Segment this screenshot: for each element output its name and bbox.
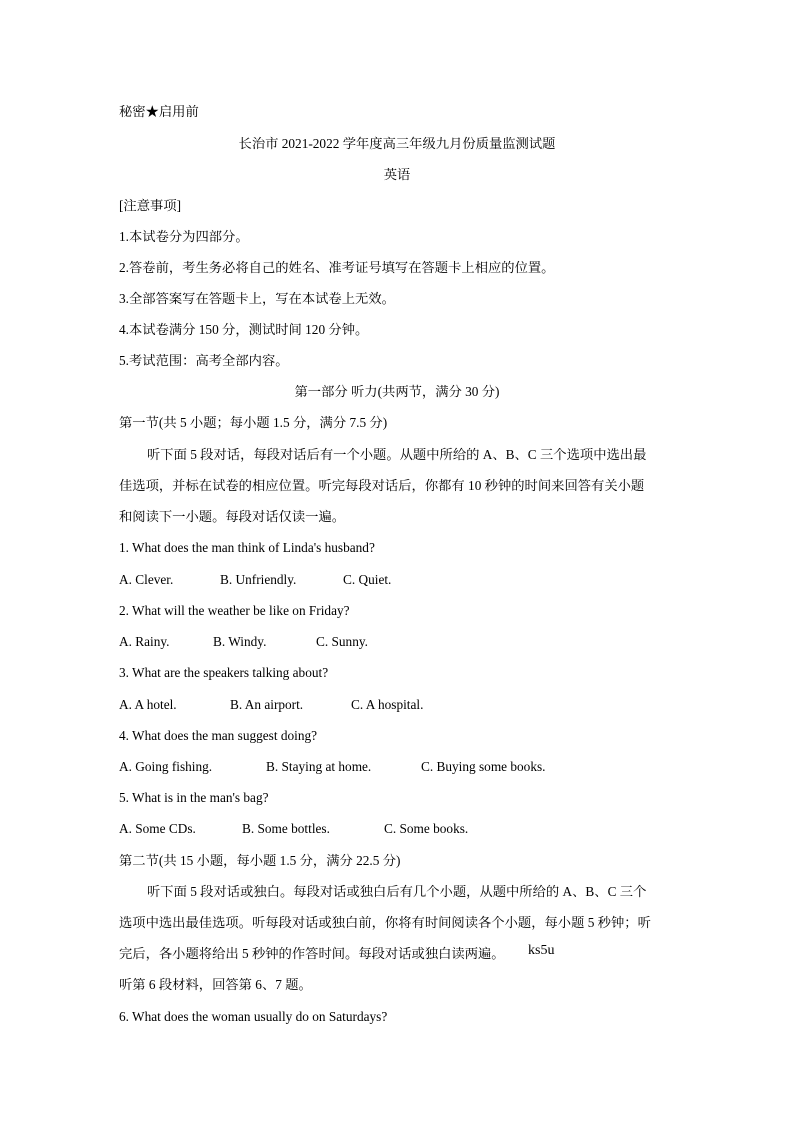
note-item: 4.本试卷满分 150 分，测试时间 120 分钟。	[119, 322, 369, 337]
section1-heading: 第一节(共 5 小题；每小题 1.5 分，满分 7.5 分)	[119, 415, 388, 430]
note-item: 5.考试范围：高考全部内容。	[119, 353, 289, 368]
option-c: C. Quiet.	[343, 572, 392, 587]
option-b: B. Unfriendly.	[220, 572, 297, 587]
question-4-options	[119, 758, 545, 776]
question-4: 4. What does the man suggest doing?	[119, 728, 318, 743]
question-6: 6. What does the woman usually do on Saturdays?	[119, 1009, 388, 1024]
note-item: 3.全部答案写在答题卡上，写在本试卷上无效。	[119, 291, 395, 306]
option-b: B. An airport.	[230, 697, 304, 712]
question-3-options	[119, 696, 423, 714]
option-b: B. Windy.	[213, 634, 267, 649]
watermark-text: ks5u	[528, 943, 555, 958]
section1-instruction: 佳选项，并标在试卷的相应位置。听完每段对话后，你都有 10 秒钟的时间来回答有关小题	[119, 478, 645, 493]
option-c: C. Some books.	[384, 821, 469, 836]
note-item: 2.答卷前，考生务必将自己的姓名、准考证号填写在答题卡上相应的位置。	[119, 260, 555, 275]
subject-title: 英语	[383, 167, 411, 182]
question-5-options	[119, 820, 468, 838]
option-c: C. Buying some books.	[421, 759, 546, 774]
question-5: 5. What is in the man's bag?	[119, 790, 269, 805]
section2-heading: 第二节(共 15 小题，每小题 1.5 分，满分 22.5 分)	[119, 853, 401, 868]
question-2: 2. What will the weather be like on Friday?	[119, 603, 350, 618]
option-a: A. Some CDs.	[119, 821, 196, 836]
option-b: B. Staying at home.	[266, 759, 372, 774]
option-b: B. Some bottles.	[242, 821, 330, 836]
confidential-label: 秘密★启用前	[119, 104, 199, 119]
material-instruction: 听第 6 段材料，回答第 6、7 题。	[119, 977, 312, 992]
section1-instruction: 听下面 5 段对话，每段对话后有一个小题。从题中所给的 A、B、C 三个选项中选出最	[147, 447, 647, 462]
notes-heading: [注意事项]	[119, 198, 182, 213]
part1-heading: 第一部分 听力(共两节，满分 30 分)	[294, 384, 500, 399]
option-c: C. A hospital.	[351, 697, 424, 712]
option-a: A. Clever.	[119, 572, 174, 587]
question-3: 3. What are the speakers talking about?	[119, 665, 329, 680]
note-item: 1.本试卷分为四部分。	[119, 229, 249, 244]
question-1-options	[119, 571, 391, 589]
option-a: A. A hotel.	[119, 697, 177, 712]
option-a: A. Going fishing.	[119, 759, 213, 774]
section2-instruction: 完后，各小题将给出 5 秒钟的作答时间。每段对话或独白读两遍。	[119, 946, 505, 961]
question-2-options	[119, 633, 368, 651]
exam-title: 长治市 2021-2022 学年度高三年级九月份质量监测试题	[238, 136, 556, 151]
section2-instruction: 听下面 5 段对话或独白。每段对话或独白后有几个小题，从题中所给的 A、B、C 三个	[147, 884, 647, 899]
question-1: 1. What does the man think of Linda's husband?	[119, 540, 375, 555]
section1-instruction: 和阅读下一小题。每段对话仅读一遍。	[119, 509, 346, 524]
section2-instruction: 选项中选出最佳选项。听每段对话或独白前，你将有时间阅读各个小题，每小题 5 秒钟；听	[119, 915, 651, 930]
option-a: A. Rainy.	[119, 634, 170, 649]
option-c: C. Sunny.	[316, 634, 368, 649]
